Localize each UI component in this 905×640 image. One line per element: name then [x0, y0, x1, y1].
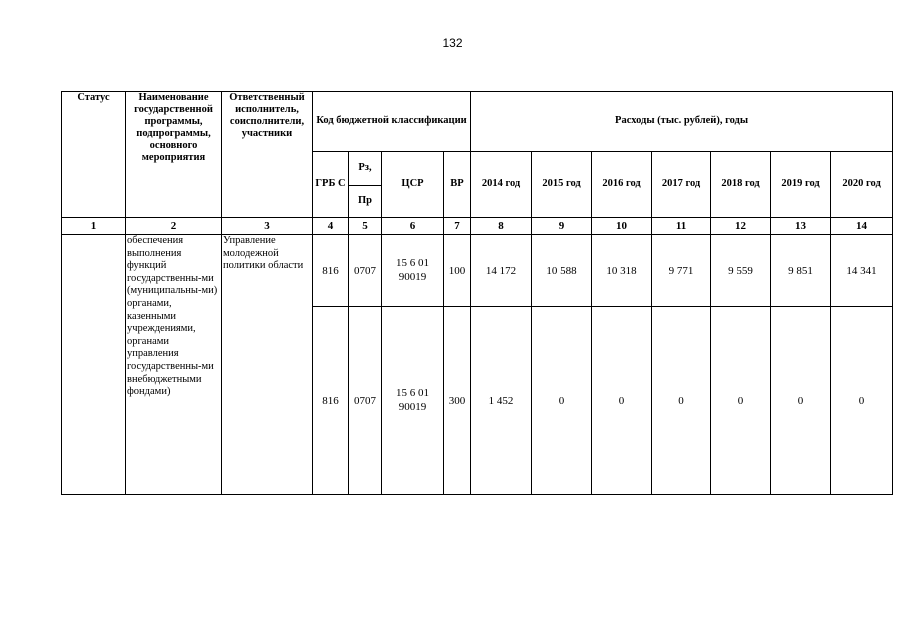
csr-line: 90019	[398, 270, 427, 283]
header-year-2017: 2017 год	[652, 152, 711, 218]
expense-cell: 9 771	[652, 235, 711, 307]
expense-cell: 10 588	[532, 235, 592, 307]
header-year-2015: 2015 год	[532, 152, 592, 218]
column-number: 4	[313, 218, 349, 235]
responsible-cell: Управление молодежной политики области	[222, 235, 313, 495]
expense-cell: 14 172	[471, 235, 532, 307]
status-cell	[62, 235, 126, 495]
column-number: 2	[126, 218, 222, 235]
column-number: 7	[444, 218, 471, 235]
expense-cell: 9 559	[711, 235, 771, 307]
csr-cell	[382, 235, 444, 307]
header-grbs: ГРБ С	[313, 152, 349, 218]
column-number: 6	[382, 218, 444, 235]
column-number: 11	[652, 218, 711, 235]
column-number: 12	[711, 218, 771, 235]
header-year-2018: 2018 год	[711, 152, 771, 218]
header-year-2014: 2014 год	[471, 152, 532, 218]
column-number: 3	[222, 218, 313, 235]
header-status: Статус	[62, 92, 126, 218]
expense-cell: 10 318	[592, 235, 652, 307]
grbs-cell: 816	[313, 235, 349, 307]
header-row-1	[62, 92, 893, 152]
header-csr: ЦСР	[382, 152, 444, 218]
csr-line: 15 6 01	[396, 257, 429, 270]
header-rz: Рз,	[349, 152, 382, 186]
rzpr-cell: 0707	[349, 235, 382, 307]
csr-line: 15 6 01	[396, 387, 429, 400]
column-number: 8	[471, 218, 532, 235]
column-number: 14	[831, 218, 893, 235]
header-vr: ВР	[444, 152, 471, 218]
expense-cell: 1 452	[471, 307, 532, 495]
column-number: 10	[592, 218, 652, 235]
expense-cell: 0	[771, 307, 831, 495]
grbs-cell: 816	[313, 307, 349, 495]
header-name: Наименование государственной программы, подпрограммы, основного мероприятия	[126, 92, 222, 218]
budget-table	[61, 91, 893, 495]
expense-cell: 9 851	[771, 235, 831, 307]
header-responsible: Ответственный исполнитель, соисполнители, участники	[222, 92, 313, 218]
vr-cell: 100	[444, 235, 471, 307]
column-number: 1	[62, 218, 126, 235]
column-number-row	[62, 218, 893, 235]
header-year-2016: 2016 год	[592, 152, 652, 218]
header-pr: Пр	[349, 186, 382, 218]
expense-cell: 14 341	[831, 235, 893, 307]
expense-cell: 0	[532, 307, 592, 495]
column-number: 5	[349, 218, 382, 235]
csr-line: 90019	[398, 400, 427, 413]
vr-cell: 300	[444, 307, 471, 495]
expense-cell: 0	[652, 307, 711, 495]
csr-cell	[382, 307, 444, 495]
header-budget-code: Код бюджетной классификации	[313, 92, 471, 152]
page-number: 132	[442, 36, 463, 50]
header-year-2020: 2020 год	[831, 152, 893, 218]
column-number: 9	[532, 218, 592, 235]
expense-cell: 0	[831, 307, 893, 495]
expense-cell: 0	[711, 307, 771, 495]
table-row	[62, 235, 893, 307]
program-name-cell: обеспечения выполнения функций государственны-ми (муниципальны-ми) органами, казенными учреждениями, органами управления государственны-ми внебюджетными фондами)	[126, 235, 222, 495]
header-year-2019: 2019 год	[771, 152, 831, 218]
expense-cell: 0	[592, 307, 652, 495]
rzpr-cell: 0707	[349, 307, 382, 495]
header-expenses: Расходы (тыс. рублей), годы	[471, 92, 893, 152]
column-number: 13	[771, 218, 831, 235]
